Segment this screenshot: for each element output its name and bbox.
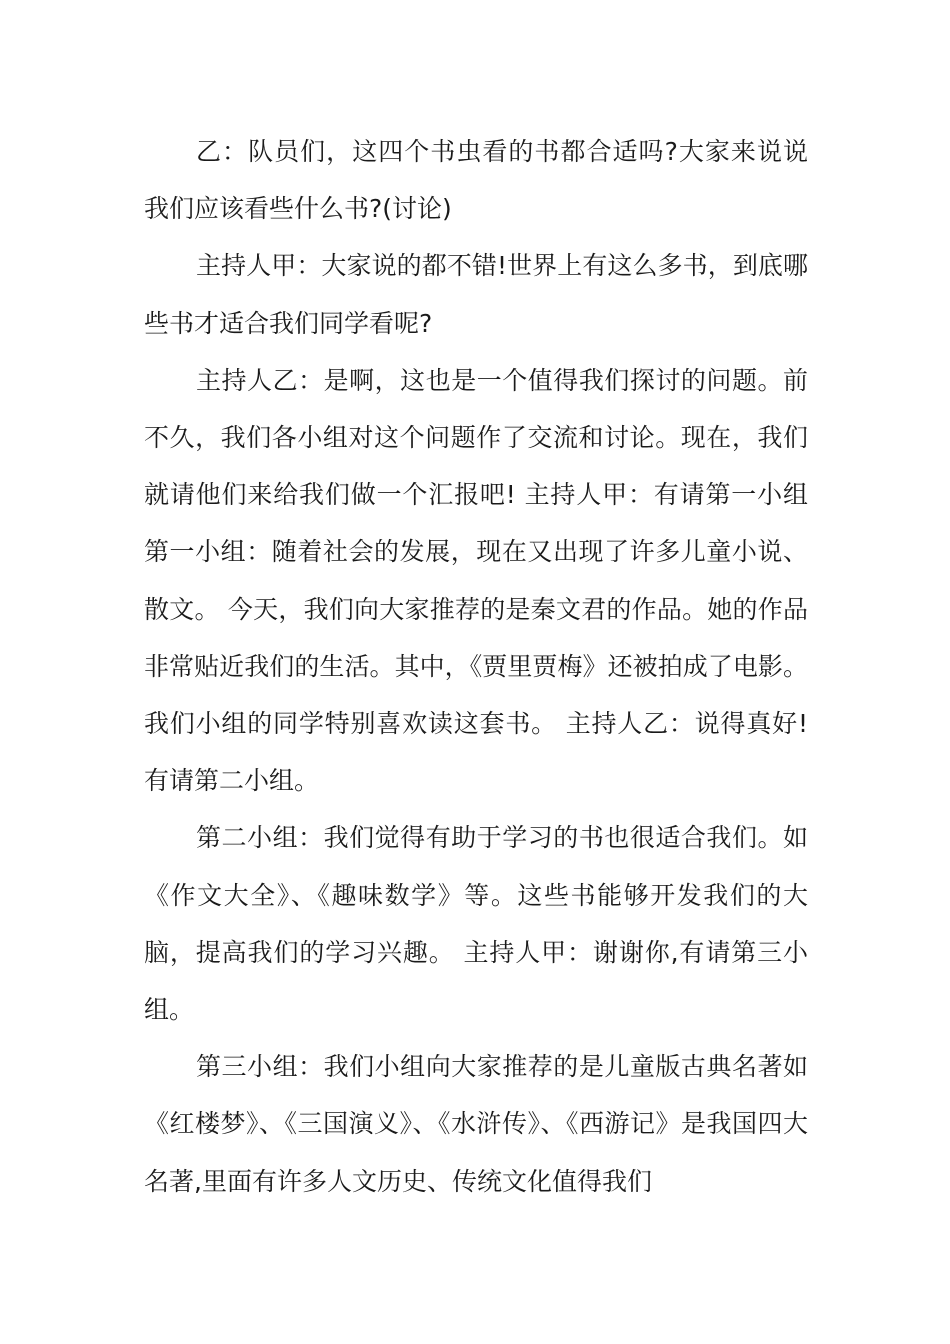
paragraph: 第二小组：我们觉得有助于学习的书也很适合我们。如《作文大全》、《趣味数学》等。这些书能够开发我们的大脑，提高我们的学习兴趣。 主持人甲：谢谢你,有请第三小组。 <box>144 823 808 1025</box>
paragraph: 第三小组：我们小组向大家推荐的是儿童版古典名著如《红楼梦》、《三国演义》、《水浒传》、《西游记》是我国四大名著,里面有许多人文历史、传统文化值得我们 <box>144 1052 808 1196</box>
paragraph: 乙：队员们，这四个书虫看的书都合适吗?大家来说说我们应该看些什么书?(讨论) <box>144 137 808 224</box>
document-body <box>144 123 808 1210</box>
paragraph: 主持人乙：是啊，这也是一个值得我们探讨的问题。前不久，我们各小组对这个问题作了交流和讨论。现在，我们就请他们来给我们做一个汇报吧! 主持人甲：有请第一小组 第一小组：随着社会的发展，现在又出现了许多儿童小说、散文。 今天，我们向大家推荐的是秦文君的作品。她的作品非常贴近我们的生活。其中，《贾里贾梅》还被拍成了电影。我们小组的同学特别喜欢读这套书。 主持人乙：说得真好!有请第二小组。 <box>144 365 808 796</box>
paragraph: 主持人甲：大家说的都不错!世界上有这么多书，到底哪些书才适合我们同学看呢? <box>144 251 808 338</box>
